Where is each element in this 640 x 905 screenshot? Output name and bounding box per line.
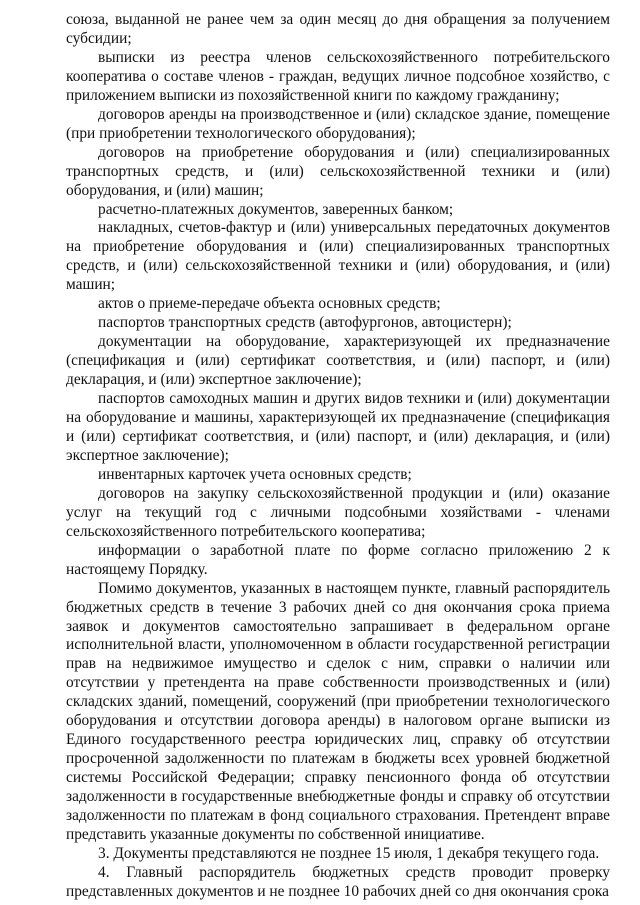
paragraph-vehicle-passports: паспортов транспортных средств (автофургонов, автоцистерн); [98, 314, 512, 332]
paragraph-payment-documents: расчетно-платежных документов, заверенных банком; [98, 200, 454, 218]
paragraph-item-4: 4. Главный распорядитель бюджетных средств проводит проверку представленных документов и не позднее 10 рабочих дней со дня окончания срока [66, 863, 610, 900]
paragraph-purchase-agreements: договоров на приобретение оборудования и (или) специализированных транспортных средств, и (или) сельскохозяйственной техники и (или) оборудования, и (или) машин; [66, 143, 610, 199]
paragraph-machine-passports: паспортов самоходных машин и других видов техники и (или) документации на оборудование и машины, характеризующей их предназначение (спецификация и (или) сертификат соответствия, и (или) паспорт, и (или) декларация, и (или) экспертное заключение); [66, 390, 610, 464]
paragraph-acceptance-acts: актов о приеме-передаче объекта основных средств; [98, 295, 441, 313]
paragraph-lease-agreements: договоров аренды на производственное и (или) складское здание, помещение (при приобретении технологического оборудования); [66, 105, 610, 142]
document-page [66, 11, 610, 902]
paragraph-item-3: 3. Документы представляются не позднее 15 июля, 1 декабря текущего года. [98, 844, 600, 862]
paragraph-salary-information: информации о заработной плате по форме согласно приложению 2 к настоящему Порядку. [66, 541, 610, 578]
paragraph-continuation: союза, выданной не ранее чем за один месяц до дня обращения за получением субсидии; [66, 11, 610, 47]
paragraph-equipment-documentation: документации на оборудование, характеризующей их предназначение (спецификация и (или) сертификат соответствия, и (или) паспорт, и (или) декларация, и (или) экспертное заключение); [66, 333, 610, 389]
paragraph-additional-requests: Помимо документов, указанных в настоящем пункте, главный распорядитель бюджетных средств в течение 3 рабочих дней со дня окончания срока приема заявок и документов самостоятельно запрашивает в федеральном органе исполнительной власти, уполномоченном в области государственной регистрации прав на недвижимое имущество и сделок с ним, справки о наличии или отсутствии у претендента на праве собственности производственных и (или) складских зданий, помещений, сооружений (при приобретении технологического оборудования и отсутствии договора аренды) в налоговом органе выписки из Единого государственного реестра юридических лиц, справку об отсутствии просроченной задолженности по платежам в бюджеты всех уровней бюджетной системы Российской Федерации; справку пенсионного фонда об отсутствии задолженности в государственные внебюджетные фонды и справку об отсутствии задолженности по платежам в фонд социального страхования. Претендент вправе представить указанные документы по собственной инициативе. [66, 579, 610, 843]
paragraph-procurement-contracts: договоров на закупку сельскохозяйственной продукции и (или) оказание услуг на текущий год с личными подсобными хозяйствами - членами сельскохозяйственного потребительского кооператива; [66, 484, 610, 540]
paragraph-invoices: накладных, счетов-фактур и (или) универсальных передаточных документов на приобретение оборудования и (или) специализированных транспортных средств, и (или) сельскохозяйственной техники и (или) оборудования, и (или) машин; [66, 219, 610, 294]
paragraph-inventory-cards: инвентарных карточек учета основных средств; [98, 465, 412, 483]
paragraph-cooperative-extract: выписки из реестра членов сельскохозяйственного потребительского кооператива о составе членов - граждан, ведущих личное подсобное хозяйство, с приложением выписки из похозяйственной книги по каждому гражданину; [66, 48, 610, 104]
